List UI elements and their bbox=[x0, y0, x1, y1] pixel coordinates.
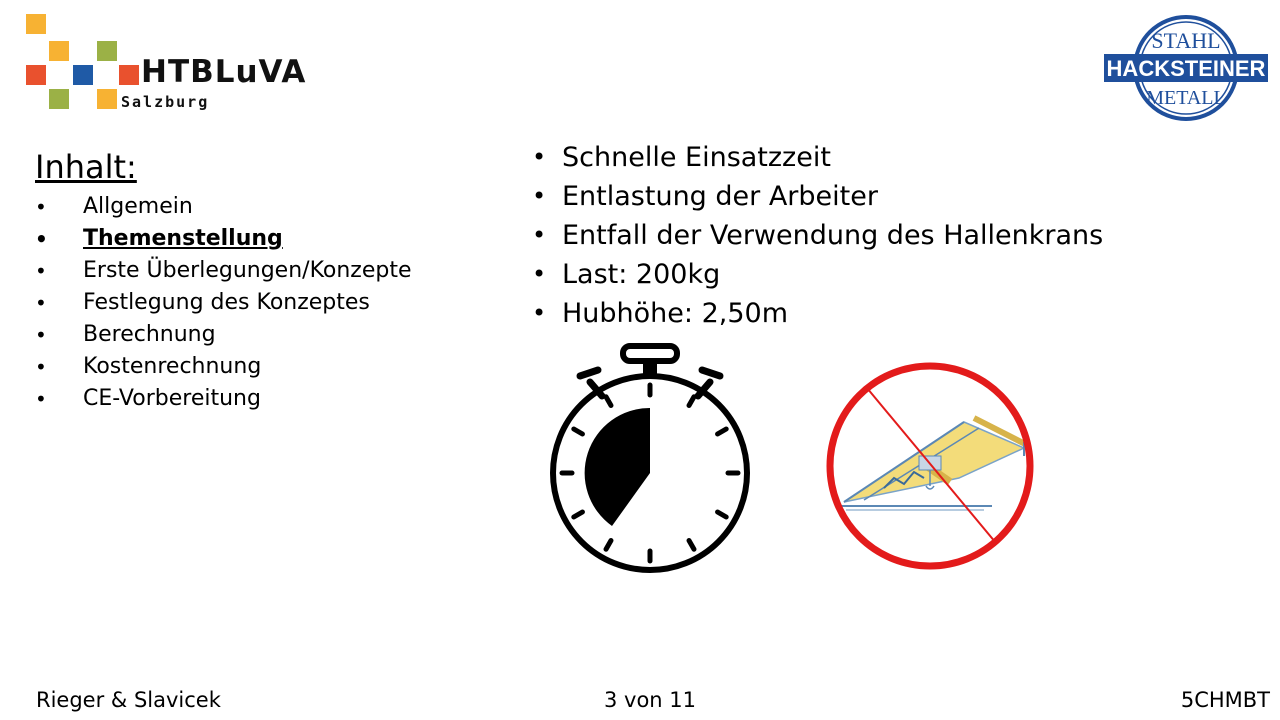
logo-top-text: STAHL bbox=[1151, 28, 1221, 53]
htl-logo bbox=[26, 14, 326, 114]
content-title: Inhalt: bbox=[35, 148, 137, 186]
feature-item: • Schnelle Einsatzzeit bbox=[532, 138, 1103, 177]
logo-name: HTBLuVA bbox=[141, 54, 307, 90]
logo-bottom-text: METALL bbox=[1146, 87, 1226, 109]
logo-middle-text: HACKSTEINER bbox=[1106, 56, 1266, 81]
toc-item: • Allgemein bbox=[35, 191, 412, 223]
footer-authors: Rieger & Slavicek bbox=[36, 688, 221, 712]
crane-icon bbox=[839, 418, 1029, 510]
logo-square bbox=[49, 41, 69, 61]
logo-subtitle: Salzburg bbox=[121, 93, 210, 111]
toc-item: • Festlegung des Konzeptes bbox=[35, 287, 412, 319]
feature-list bbox=[532, 138, 1103, 333]
logo-square bbox=[119, 65, 139, 85]
toc-item: • Erste Überlegungen/Konzepte bbox=[35, 255, 412, 287]
footer-page-number: 3 von 11 bbox=[604, 688, 697, 712]
logo-square bbox=[26, 14, 46, 34]
feature-item: • Last: 200kg bbox=[532, 255, 1103, 294]
toc-item: • Kostenrechnung bbox=[35, 351, 412, 383]
toc-item: • CE-Vorbereitung bbox=[35, 383, 412, 415]
logo-square bbox=[73, 65, 93, 85]
logo-square bbox=[97, 89, 117, 109]
toc-list bbox=[35, 191, 412, 415]
no-crane-icon bbox=[824, 360, 1036, 572]
logo-square bbox=[49, 89, 69, 109]
hacksteiner-logo bbox=[1102, 14, 1270, 122]
logo-square bbox=[26, 65, 46, 85]
toc-item: • Berechnung bbox=[35, 319, 412, 351]
stopwatch-icon bbox=[540, 340, 760, 580]
footer-class: 5CHMBT bbox=[1180, 688, 1270, 712]
feature-item: • Hubhöhe: 2,50m bbox=[532, 294, 1103, 333]
toc-item: • Themenstellung bbox=[35, 223, 412, 255]
feature-item: • Entlastung der Arbeiter bbox=[532, 177, 1103, 216]
feature-item: • Entfall der Verwendung des Hallenkrans bbox=[532, 216, 1103, 255]
logo-square bbox=[97, 41, 117, 61]
